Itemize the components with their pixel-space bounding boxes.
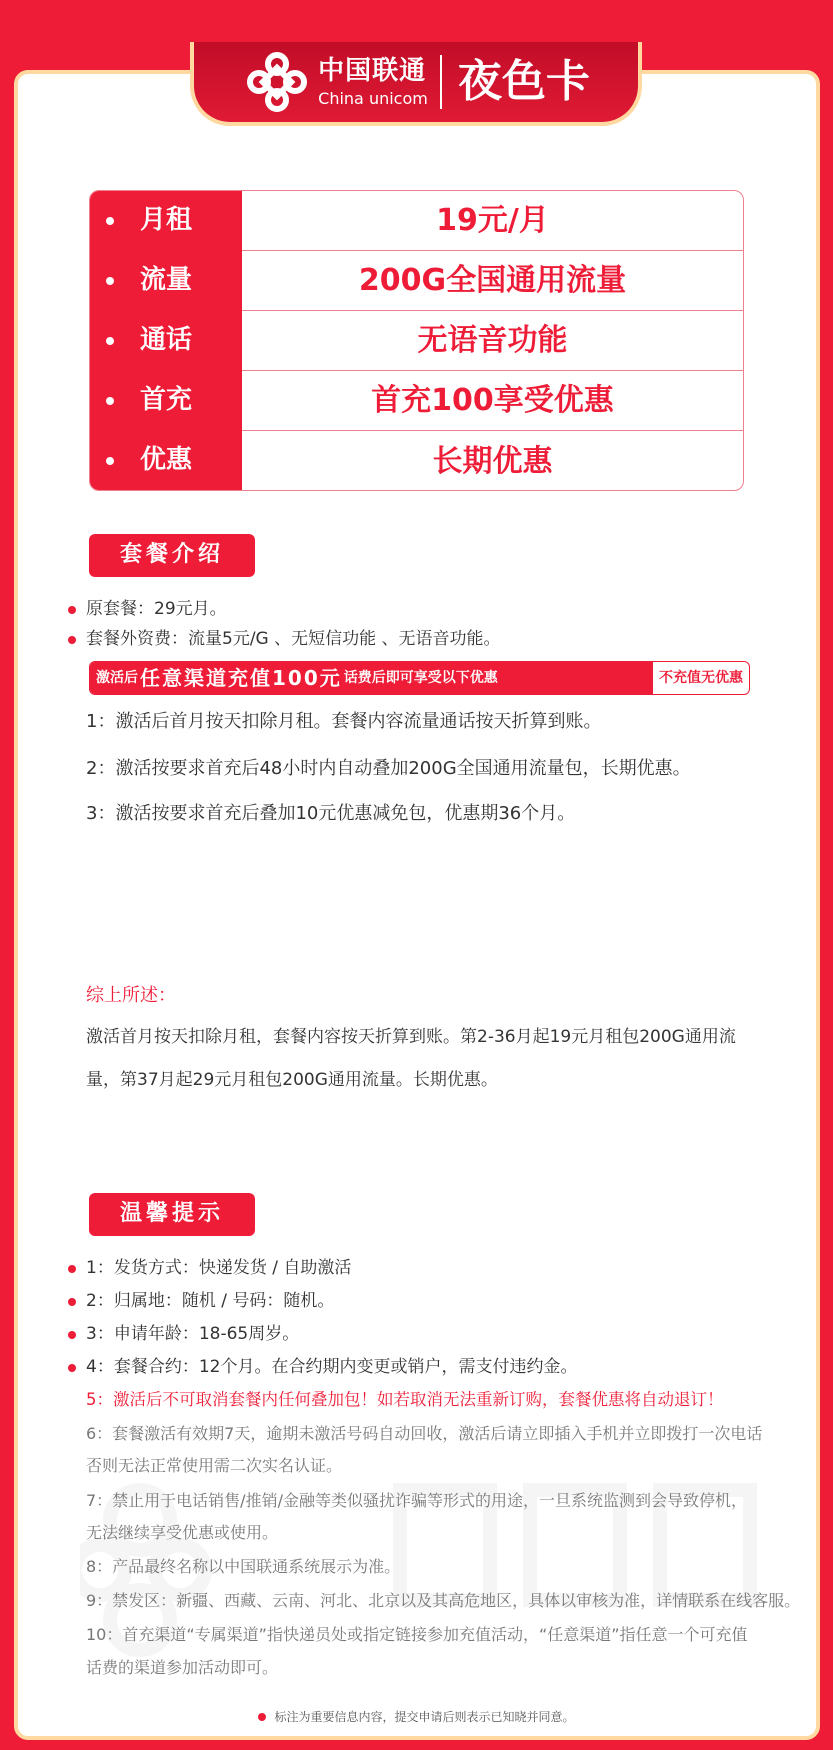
tip-note: 9：禁发区：新疆、西藏、云南、河北、北京以及其高危地区，具体以审核为准，详情联系在线客服。 bbox=[86, 1591, 801, 1610]
section-title-tips: 温馨提示 bbox=[89, 1193, 255, 1236]
plan-label: 通话 bbox=[90, 311, 242, 371]
plan-value: 200G全国通用流量 bbox=[242, 251, 743, 311]
promo-banner bbox=[89, 661, 750, 695]
plan-label: 流量 bbox=[90, 251, 242, 311]
summary-line: 激活首月按天扣除月租，套餐内容按天折算到账。第2-36月起19元月租包200G通用流 bbox=[86, 1027, 736, 1047]
footnote-text: 标注为重要信息内容，提交申请后则表示已知晓并同意。 bbox=[274, 1710, 575, 1724]
intro-bullet: 原套餐：29元月。 bbox=[86, 599, 227, 619]
china-unicom-logo-icon bbox=[242, 47, 312, 117]
tip-bullet: 2：归属地：随机 / 号码：随机。 bbox=[86, 1291, 335, 1311]
summary-title: 综上所述： bbox=[86, 985, 176, 1006]
plan-label: 优惠 bbox=[90, 431, 242, 491]
tip-bullet: 4：套餐合约：12个月。在合约期内变更或销户，需支付违约金。 bbox=[86, 1357, 578, 1377]
intro-bullet: 套餐外资费：流量5元/G 、无短信功能 、无语音功能。 bbox=[86, 629, 501, 649]
tip-bullet: 1：发货方式：快递发货 / 自助激活 bbox=[86, 1258, 352, 1278]
tip-note: 话费的渠道参加活动即可。 bbox=[86, 1658, 279, 1677]
tip-note: 7：禁止用于电话销售/推销/金融等类似骚扰诈骗等形式的用途，一旦系统监测到会导致停机， bbox=[86, 1491, 747, 1510]
brand-cn: 中国联通 bbox=[318, 55, 427, 86]
promo-right: 不充值无优惠 bbox=[659, 669, 743, 686]
brand-en: China unicom bbox=[318, 88, 428, 108]
tip-note: 无法继续享受优惠或使用。 bbox=[86, 1523, 279, 1542]
plan-value: 19元/月 bbox=[242, 191, 743, 251]
promo-big: 任意渠道充值100元 bbox=[140, 666, 342, 690]
intro-item: 3：激活按要求首充后叠加10元优惠减免包，优惠期36个月。 bbox=[86, 803, 576, 824]
tip-bullet: 3：申请年龄：18-65周岁。 bbox=[86, 1324, 300, 1344]
plan-label: 首充 bbox=[90, 371, 242, 431]
section-title-intro: 套餐介绍 bbox=[89, 534, 255, 577]
plan-label: 月租 bbox=[90, 191, 242, 251]
promo-pre: 激活后 bbox=[96, 669, 138, 686]
brand-name bbox=[318, 55, 442, 110]
tip-note: 否则无法正常使用需二次实名认证。 bbox=[86, 1456, 343, 1475]
tip-warning: 5：激活后不可取消套餐内任何叠加包！如若取消无法重新订购，套餐优惠将自动退订！ bbox=[86, 1390, 724, 1409]
footnote bbox=[0, 1710, 833, 1726]
tip-note: 6：套餐激活有效期7天，逾期未激活号码自动回收，激活后请立即插入手机并立即拨打一次电话 bbox=[86, 1424, 763, 1443]
plan-value: 首充100享受优惠 bbox=[242, 371, 743, 431]
plan-value: 长期优惠 bbox=[432, 443, 553, 479]
page-title: 夜色卡 bbox=[457, 56, 590, 108]
summary-line: 量，第37月起29元月租包200G通用流量。长期优惠。 bbox=[86, 1070, 498, 1090]
dot-icon bbox=[258, 1713, 266, 1721]
header-banner bbox=[190, 42, 642, 126]
tip-note: 10：首充渠道“专属渠道”指快递员处或指定链接参加充值活动，“任意渠道”指任意一个可充值 bbox=[86, 1625, 748, 1644]
promo-post: 话费后即可享受以下优惠 bbox=[343, 669, 498, 686]
plan-table bbox=[89, 190, 744, 491]
tip-note: 8：产品最终名称以中国联通系统展示为准。 bbox=[86, 1557, 401, 1576]
intro-item: 1：激活后首月按天扣除月租。套餐内容流量通话按天折算到账。 bbox=[86, 711, 602, 732]
plan-value: 无语音功能 bbox=[242, 311, 743, 371]
intro-item: 2：激活按要求首充后48小时内自动叠加200G全国通用流量包，长期优惠。 bbox=[86, 758, 691, 779]
